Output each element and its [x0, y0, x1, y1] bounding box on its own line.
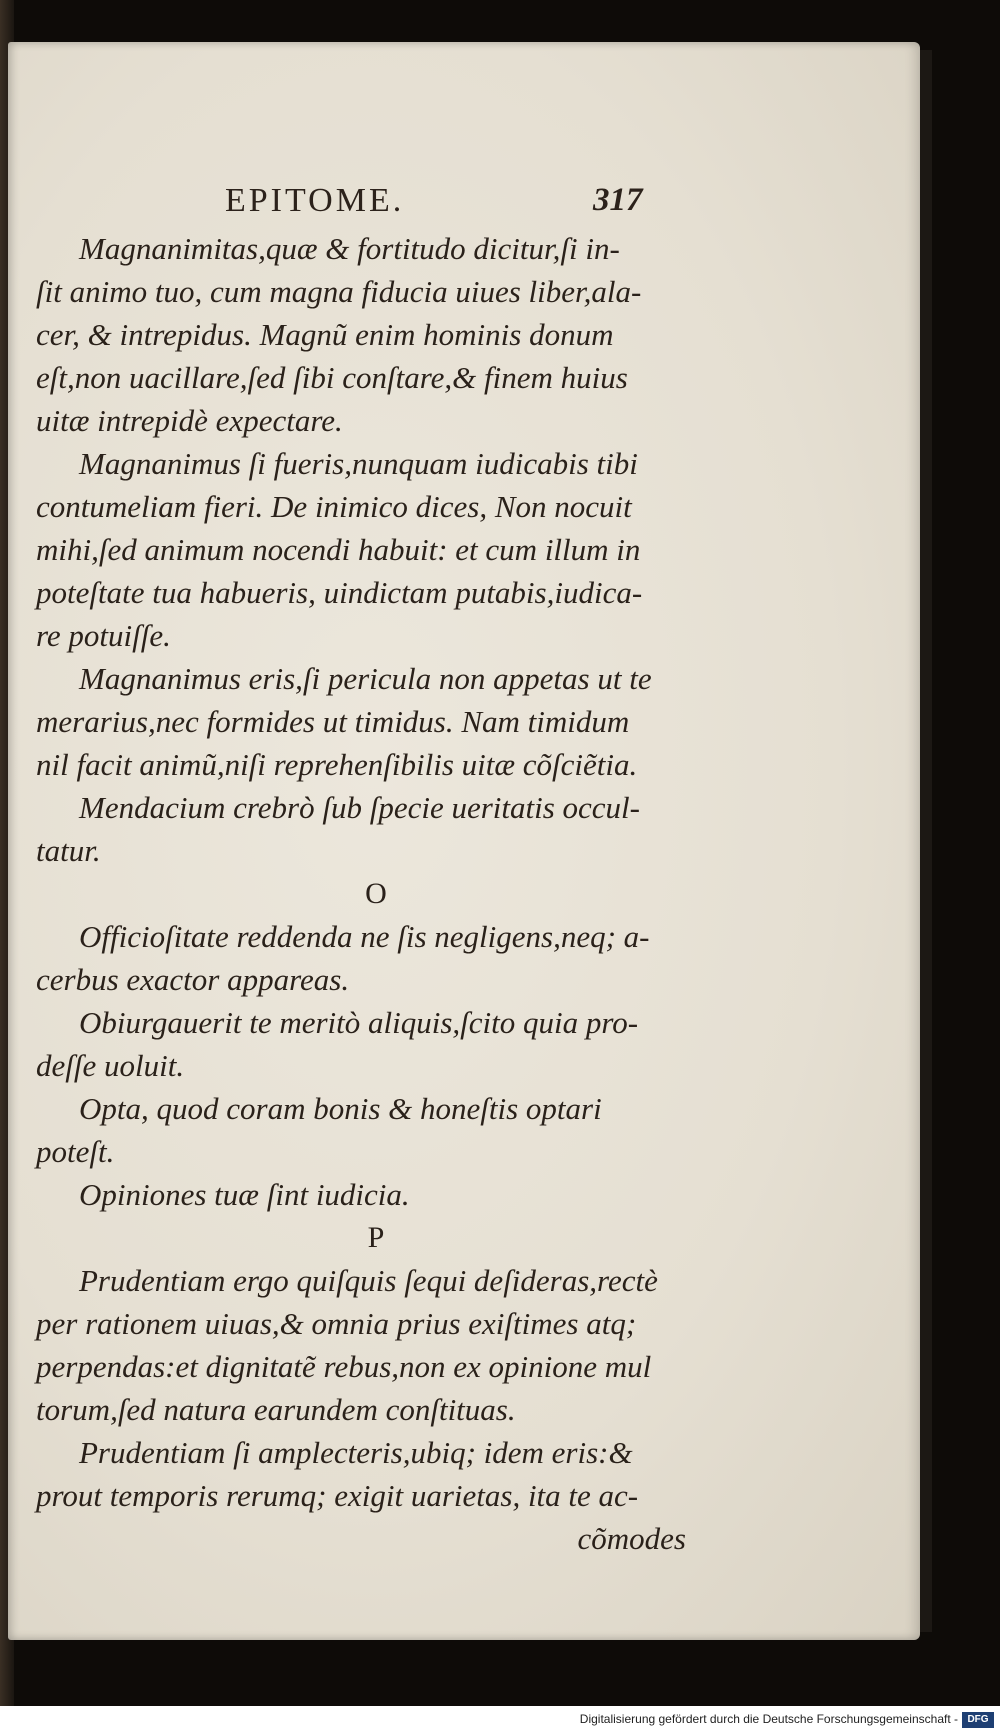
- section-heading: O: [365, 877, 387, 910]
- text-line: Obiurgauerit te meritò aliquis,ſcito quia pro-: [79, 1005, 639, 1040]
- text-line: contumeliam fieri. De inimico dices, Non nocuit: [36, 489, 632, 524]
- text-line: ſit animo tuo, cum magna fiducia uiues liber,ala-: [36, 274, 642, 309]
- running-head: EPITOME.: [225, 182, 405, 219]
- footer-bar: [0, 1706, 1000, 1736]
- funding-credit: Digitalisierung gefördert durch die Deutsche Forschungsgemeinschaft -: [579, 1712, 958, 1726]
- text-line: nil facit animũ,niſi reprehenſibilis uitæ cõſciẽtia.: [36, 747, 638, 782]
- text-line: uitæ intrepidè expectare.: [36, 403, 343, 438]
- text-line: torum,ſed natura earundem conſtituas.: [36, 1392, 516, 1427]
- text-line: cerbus exactor appareas.: [36, 962, 350, 997]
- section-heading: P: [367, 1221, 385, 1254]
- text-line: eſt,non uacillare,ſed ſibi conſtare,& finem huius: [36, 360, 628, 395]
- text-line: cer, & intrepidus. Magnũ enim hominis donum: [36, 317, 614, 352]
- text-line: Magnanimus eris,ſi pericula non appetas ut te: [79, 661, 652, 696]
- text-line: deſſe uoluit.: [36, 1048, 185, 1083]
- text-line: Magnanimus ſi fueris,nunquam iudicabis tibi: [79, 446, 638, 481]
- page-shadow: [918, 50, 932, 1632]
- text-line: prout temporis rerumq; exigit uarietas, ita te ac-: [36, 1478, 639, 1513]
- text-line: Prudentiam ſi amplecteris,ubiq; idem eris:&: [79, 1435, 633, 1470]
- text-line: poteſtate tua habueris, uindictam putabis,iudica-: [36, 575, 643, 610]
- catchword: cõmodes: [577, 1521, 686, 1556]
- text-line: poteſt.: [36, 1134, 115, 1169]
- page-number: 317: [593, 182, 643, 218]
- text-line: Opta, quod coram bonis & honeſtis optari: [79, 1091, 602, 1126]
- text-line: tatur.: [36, 833, 101, 868]
- text-block: [36, 227, 686, 1560]
- text-line: Mendacium crebrò ſub ſpecie ueritatis occul-: [79, 790, 640, 825]
- text-line: Magnanimitas,quæ & fortitudo dicitur,ſi in-: [79, 231, 620, 266]
- text-line: Officioſitate reddenda ne ſis negligens,neq; a-: [79, 919, 650, 954]
- text-line: Prudentiam ergo quiſquis ſequi deſideras,rectè: [79, 1263, 658, 1298]
- dfg-logo: DFG: [962, 1712, 994, 1728]
- text-line: re potuiſſe.: [36, 618, 171, 653]
- book-page: [8, 42, 920, 1640]
- text-line: per rationem uiuas,& omnia prius exiſtimes atq;: [36, 1306, 637, 1341]
- text-line: Opiniones tuæ ſint iudicia.: [79, 1177, 410, 1212]
- text-line: perpendas:et dignitatẽ rebus,non ex opinione mul: [36, 1349, 652, 1384]
- text-line: mihi,ſed animum nocendi habuit: et cum illum in: [36, 532, 641, 567]
- text-line: merarius,nec formides ut timidus. Nam timidum: [36, 704, 630, 739]
